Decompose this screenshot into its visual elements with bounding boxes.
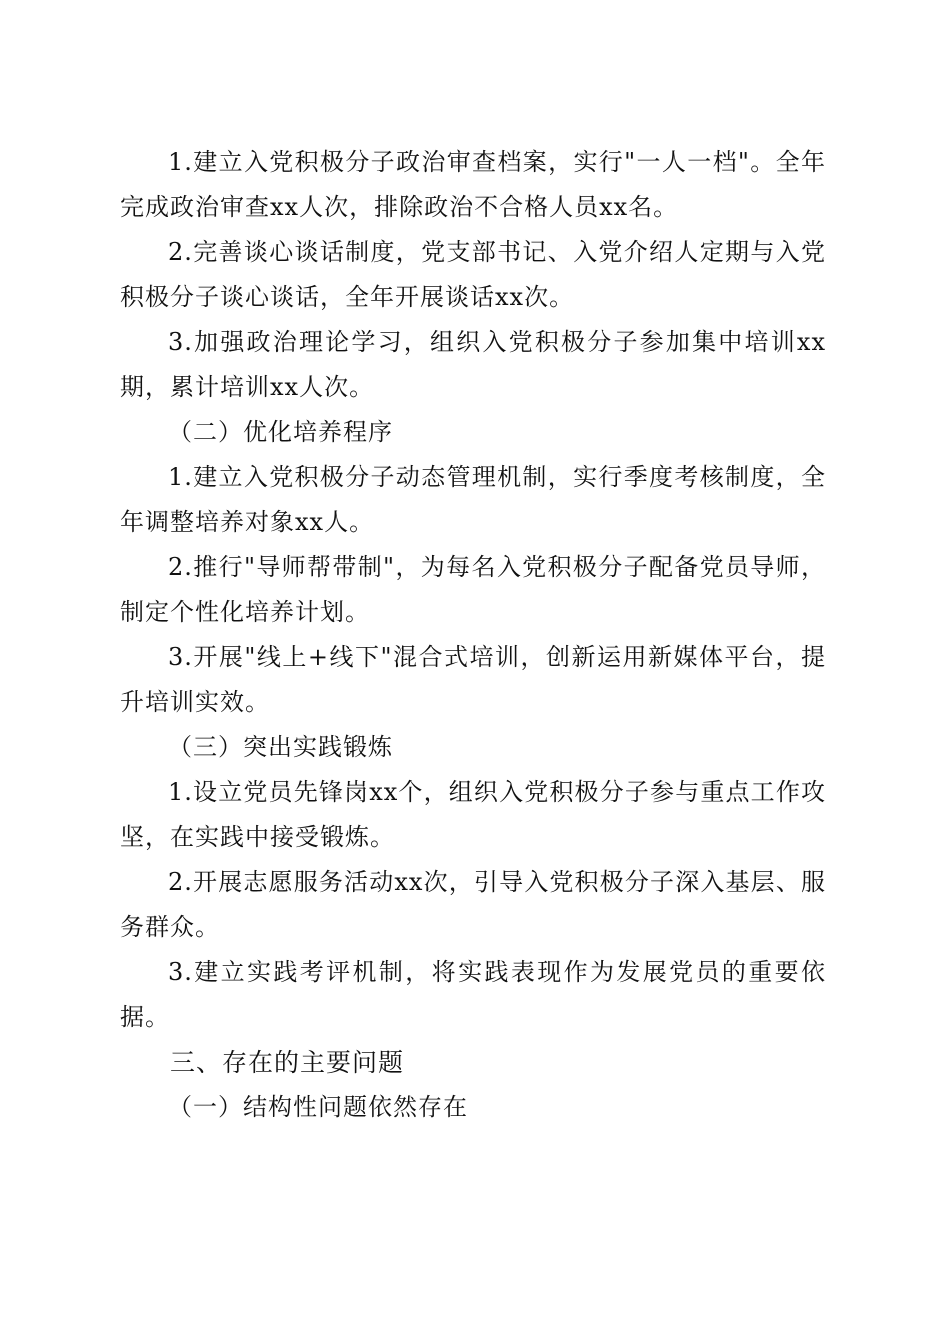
document-body (120, 140, 826, 1130)
paragraph-hybrid-training: 3.开展"线上+线下"混合式培训，创新运用新媒体平台，提升培训实效。 (120, 643, 826, 716)
paragraph-political-review-archive: 1.建立入党积极分子政治审查档案，实行"一人一档"。全年完成政治审查xx人次，排除政治不合格人员xx名。 (120, 148, 826, 221)
subheading-practice-training: （三）突出实践锻炼 (168, 733, 393, 761)
paragraph-heart-to-heart-talks: 2.完善谈心谈话制度，党支部书记、入党介绍人定期与入党积极分子谈心谈话，全年开展谈话xx次。 (120, 238, 826, 311)
paragraph-mentor-system: 2.推行"导师帮带制"，为每名入党积极分子配备党员导师，制定个性化培养计划。 (120, 553, 826, 626)
paragraph-practice-evaluation: 3.建立实践考评机制，将实践表现作为发展党员的重要依据。 (120, 958, 826, 1031)
subheading-optimize-training: （二）优化培养程序 (168, 418, 393, 446)
paragraph-dynamic-management: 1.建立入党积极分子动态管理机制，实行季度考核制度，全年调整培养对象xx人。 (120, 463, 826, 536)
paragraph-vanguard-posts: 1.设立党员先锋岗xx个，组织入党积极分子参与重点工作攻坚，在实践中接受锻炼。 (120, 778, 826, 851)
paragraph-volunteer-service: 2.开展志愿服务活动xx次，引导入党积极分子深入基层、服务群众。 (120, 868, 826, 941)
subheading-structural-problems: （一）结构性问题依然存在 (168, 1093, 468, 1121)
section-heading-main-problems: 三、存在的主要问题 (170, 1048, 405, 1077)
paragraph-theory-study: 3.加强政治理论学习，组织入党积极分子参加集中培训xx期，累计培训xx人次。 (120, 328, 826, 401)
